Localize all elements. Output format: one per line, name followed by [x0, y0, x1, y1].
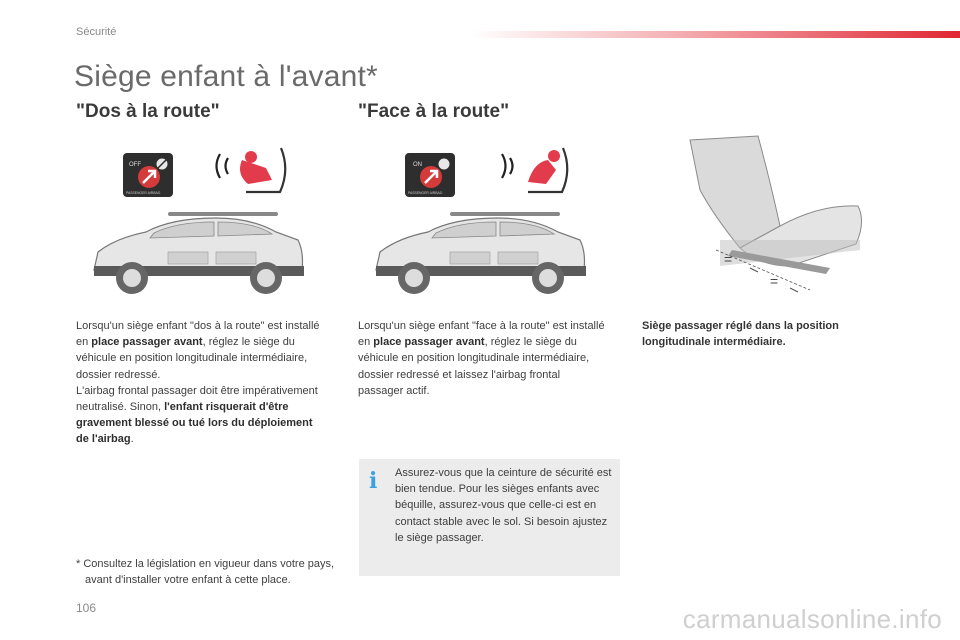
heading-forward-facing: "Face à la route"	[358, 101, 510, 122]
car-side-icon	[94, 212, 304, 294]
forward-facing-instructions: Lorsqu'un siège enfant "face à la route" est installé en place passager avant, réglez le siège du véhicule en position longitudinale intermédiaire, dossier redressé et laissez l'airbag frontal passager actif.	[358, 320, 605, 397]
forward-facing-seat-icon	[502, 148, 567, 192]
svg-text:=: =	[770, 273, 779, 289]
heading-rear-facing: "Dos à la route"	[76, 101, 220, 122]
car-side-icon	[376, 212, 586, 294]
info-text: Assurez-vous que la ceinture de sécurité est bien tendue. Pour les sièges enfants avec béquille, assurez-vous que celle-ci est en contact stable avec le sol. Si besoin ajustez le siège passager.	[395, 467, 612, 544]
svg-text:ON: ON	[413, 162, 422, 168]
forward-facing-illustration	[358, 140, 598, 310]
rear-facing-instructions: Lorsqu'un siège enfant "dos à la route" est installé en place passager avant, réglez le siège du véhicule en position longitudinale intermédiaire, dossier redressé. L'airbag frontal passager doit être impérativement neutralisé. Sinon, l'enfant risquerait d'être gravement blessé ou tué lors du déploiement de l'airbag.	[76, 320, 320, 446]
section-label: Sécurité	[76, 26, 117, 38]
svg-text:OFF: OFF	[129, 162, 141, 168]
rear-facing-illustration	[76, 140, 316, 310]
watermark: carmanualsonline.info	[682, 604, 942, 634]
svg-text:PASSENGER AIRBAG: PASSENGER AIRBAG	[126, 191, 161, 195]
info-icon: i	[369, 468, 378, 494]
header-rule	[470, 31, 960, 38]
info-box	[359, 459, 620, 576]
airbag-label-icon	[123, 153, 173, 197]
passenger-seat-illustration	[680, 130, 880, 300]
airbag-label-icon	[405, 153, 455, 197]
page-number: 106	[76, 601, 97, 615]
svg-text:PASSENGER AIRBAG: PASSENGER AIRBAG	[408, 191, 443, 195]
svg-text:=: =	[724, 251, 733, 267]
seat-position-caption: Siège passager réglé dans la position longitudinale intermédiaire.	[642, 320, 839, 349]
page-title: Siège enfant à l'avant*	[74, 60, 378, 93]
rear-facing-seat-icon	[217, 148, 286, 192]
footnote: * Consultez la législation en vigueur dans votre pays, avant d'installer votre enfant à cette place.	[76, 558, 335, 587]
